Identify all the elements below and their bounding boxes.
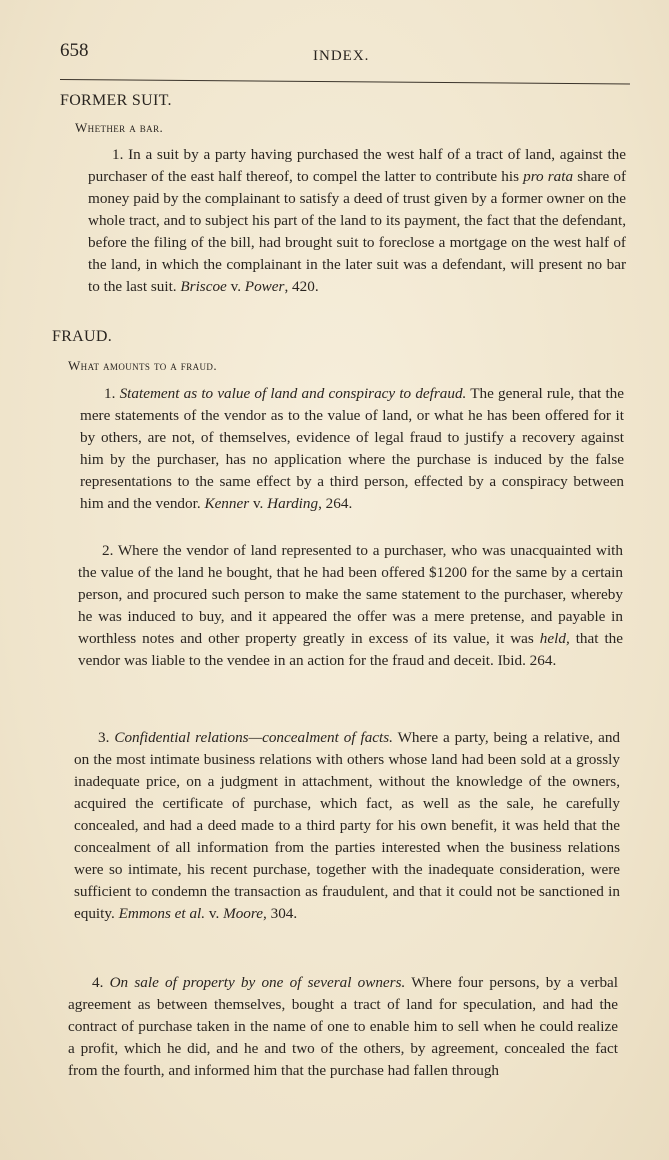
subheading-whether-a-bar: Whether a bar. <box>75 120 164 135</box>
entry-topic: Statement as to value of land and conspiracy to defraud. <box>119 385 467 402</box>
citation-party: Power <box>244 278 285 295</box>
citation-party: Kenner <box>204 495 250 512</box>
citation-v: v. <box>226 278 245 295</box>
entry-text: In a suit by a party having purchased the west half of a tract of land, against the purchaser of the east half thereof, to compel the latter to contribute his <box>88 146 627 185</box>
header-rule <box>60 79 630 84</box>
section-heading-fraud: FRAUD. <box>52 328 113 345</box>
citation-page: , 304. <box>263 905 298 922</box>
citation-v: v. <box>205 905 224 922</box>
subheading-what-amounts-to-a-fraud: What amounts to a fraud. <box>68 358 217 373</box>
citation-page: , 420. <box>284 278 319 295</box>
entry-number: 1. <box>112 146 124 163</box>
citation-party: Emmons et al. <box>118 905 206 922</box>
entry-number: 1. <box>104 385 116 402</box>
entry-italic-term: held, <box>539 630 570 647</box>
entry-text: Where four persons, by a verbal agreement as between themselves, bought a tract of land for speculation, and had the contract of purchase taken in the name of one to enable him to sell when he could realize a profit, which he did, and he and two of the others, by agreement, concealed the fact from the fourth, and informed him that the purchase had fallen through <box>68 974 618 1079</box>
citation-party: Briscoe <box>180 278 227 295</box>
entry-text: Where the vendor of land represented to a purchaser, who was unacquainted with the value of the land he bought, that he had been offered $1200 for the same by a certain person, and procured such person to make the same statement to the purchaser, whereby he was induced to buy, and it appeared the offer was a mere pretense, and payable in worthless notes and other property greatly in excess of its value, it was <box>78 542 623 647</box>
citation-party: Harding <box>267 495 319 512</box>
entry-number: 3. <box>98 729 110 746</box>
entry-italic-term: pro rata <box>523 168 574 185</box>
citation-party: Moore <box>223 905 263 922</box>
entry-fraud-3 <box>74 727 620 925</box>
page-number: 658 <box>60 40 89 61</box>
running-head: INDEX. <box>313 48 370 64</box>
entry-topic: Confidential relations—concealment of facts. <box>114 729 393 746</box>
entry-text: that the vendor was liable to the vendee in an action for the fraud and deceit. Ibid. 264. <box>78 630 624 669</box>
entry-fraud-4 <box>68 972 618 1082</box>
entry-former-suit-1 <box>88 144 626 298</box>
entry-number: 2. <box>102 542 114 559</box>
section-heading-former-suit: FORMER SUIT. <box>60 92 172 109</box>
citation-page: , 264. <box>318 495 353 512</box>
entry-number: 4. <box>92 974 104 991</box>
entry-fraud-1 <box>80 383 624 515</box>
entry-text: share of money paid by the complainant to satisfy a deed of trust given by a former owner on the whole tract, and to subject his part of the land to its payment, the fact that the defendant, before the filing of the bill, had brought suit to foreclose a mortgage on the west half of the land, in which the complainant in the later suit was a defendant, will present no bar to the last suit. <box>88 168 626 295</box>
entry-text: Where a party, being a relative, and on the most intimate business relations with others whose land had been sold at a grossly inadequate price, on a judgment in attachment, without the knowledge of the owners, acquired the certificate of purchase, which fact, as well as the sale, he carefully concealed, and had a deed made to a third party for his own benefit, it was held that the concealment of all information from the parties interested when the business relations were so intimate, his recent purchase, together with the inadequate consideration, were sufficient to condemn the transaction as fraudulent, and that it could not be sanctioned in equity. <box>74 729 621 922</box>
entry-topic: On sale of property by one of several owners. <box>109 974 406 991</box>
entry-fraud-2 <box>78 540 623 672</box>
entry-text: The general rule, that the mere statements of the vendor as to the value of land, or what he has been offered for it by others, are not, of themselves, evidence of legal fraud to justify a recovery against him by the purchaser, has no application where the purchase is induced by the false representations to the same effect by a third person, effected by a conspiracy between him and the vendor. <box>80 385 625 512</box>
citation-v: v. <box>249 495 268 512</box>
